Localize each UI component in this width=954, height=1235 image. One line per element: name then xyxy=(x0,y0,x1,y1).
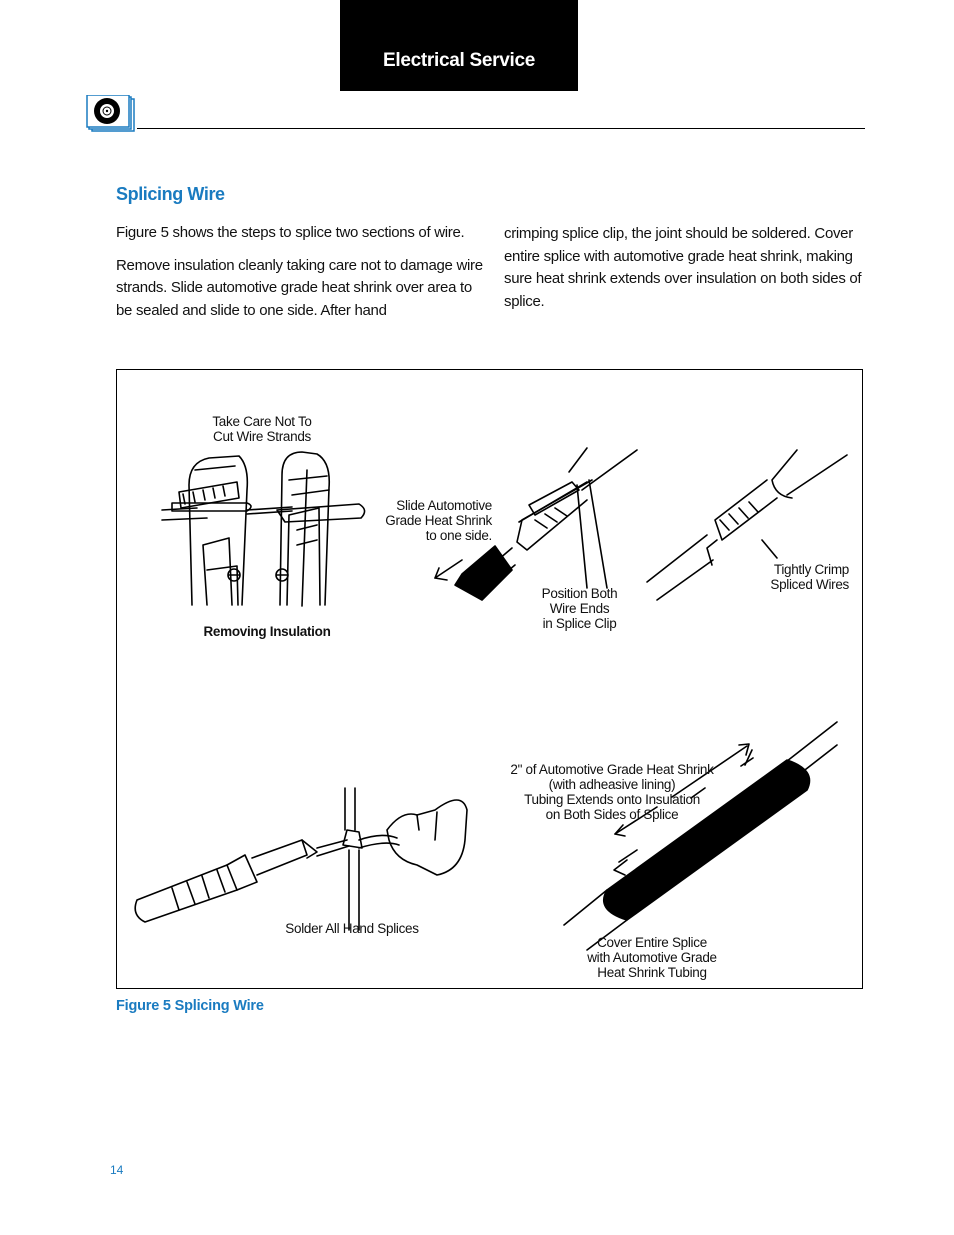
header-title: Electrical Service xyxy=(383,50,535,71)
label-heat-shrink-spec: 2" of Automotive Grade Heat Shrink (with adheasive lining) Tubing Extends onto Insulation on Both Sides of Splice xyxy=(510,762,714,822)
figure-illustrations xyxy=(117,370,864,990)
tire-icon xyxy=(86,95,136,133)
label-tightly-crimp: Tightly Crimp Spliced Wires xyxy=(770,562,849,592)
figure-caption: Figure 5 Splicing Wire xyxy=(116,998,264,1014)
header-rule xyxy=(137,128,865,129)
soldering-illustration xyxy=(135,788,467,930)
wire-stripper-illustration xyxy=(162,452,365,606)
paragraph-1: Figure 5 shows the steps to splice two sections of wire. xyxy=(116,224,465,241)
label-cover-splice: Cover Entire Splice with Automotive Grade Heat Shrink Tubing xyxy=(587,935,717,980)
paragraph-2: Remove insulation cleanly taking care not to damage wire strands. Slide automotive grade heat shrink over area to be sealed and slide to one side. After hand xyxy=(116,256,483,319)
label-removing-insulation: Removing Insulation xyxy=(203,624,331,639)
heat-shrink-tube-illustration xyxy=(564,722,837,950)
label-take-care: Take Care Not To Cut Wire Strands xyxy=(212,414,312,444)
label-slide-heat-shrink: Slide Automotive Grade Heat Shrink to one side. xyxy=(385,498,492,543)
body-right-column xyxy=(504,223,864,323)
label-solder: Solder All Hand Splices xyxy=(285,921,419,936)
figure-5 xyxy=(116,369,863,989)
body-left-column xyxy=(116,222,486,332)
label-position-both: Position Both Wire Ends in Splice Clip xyxy=(541,586,618,631)
paragraph-3: crimping splice clip, the joint should be soldered. Cover entire splice with automotive grade heat shrink, making sure heat shrink extends over insulation on both sides of splice. xyxy=(504,225,862,310)
header-banner xyxy=(340,0,578,91)
page-number: 14 xyxy=(110,1163,124,1177)
section-title: Splicing Wire xyxy=(116,184,225,204)
